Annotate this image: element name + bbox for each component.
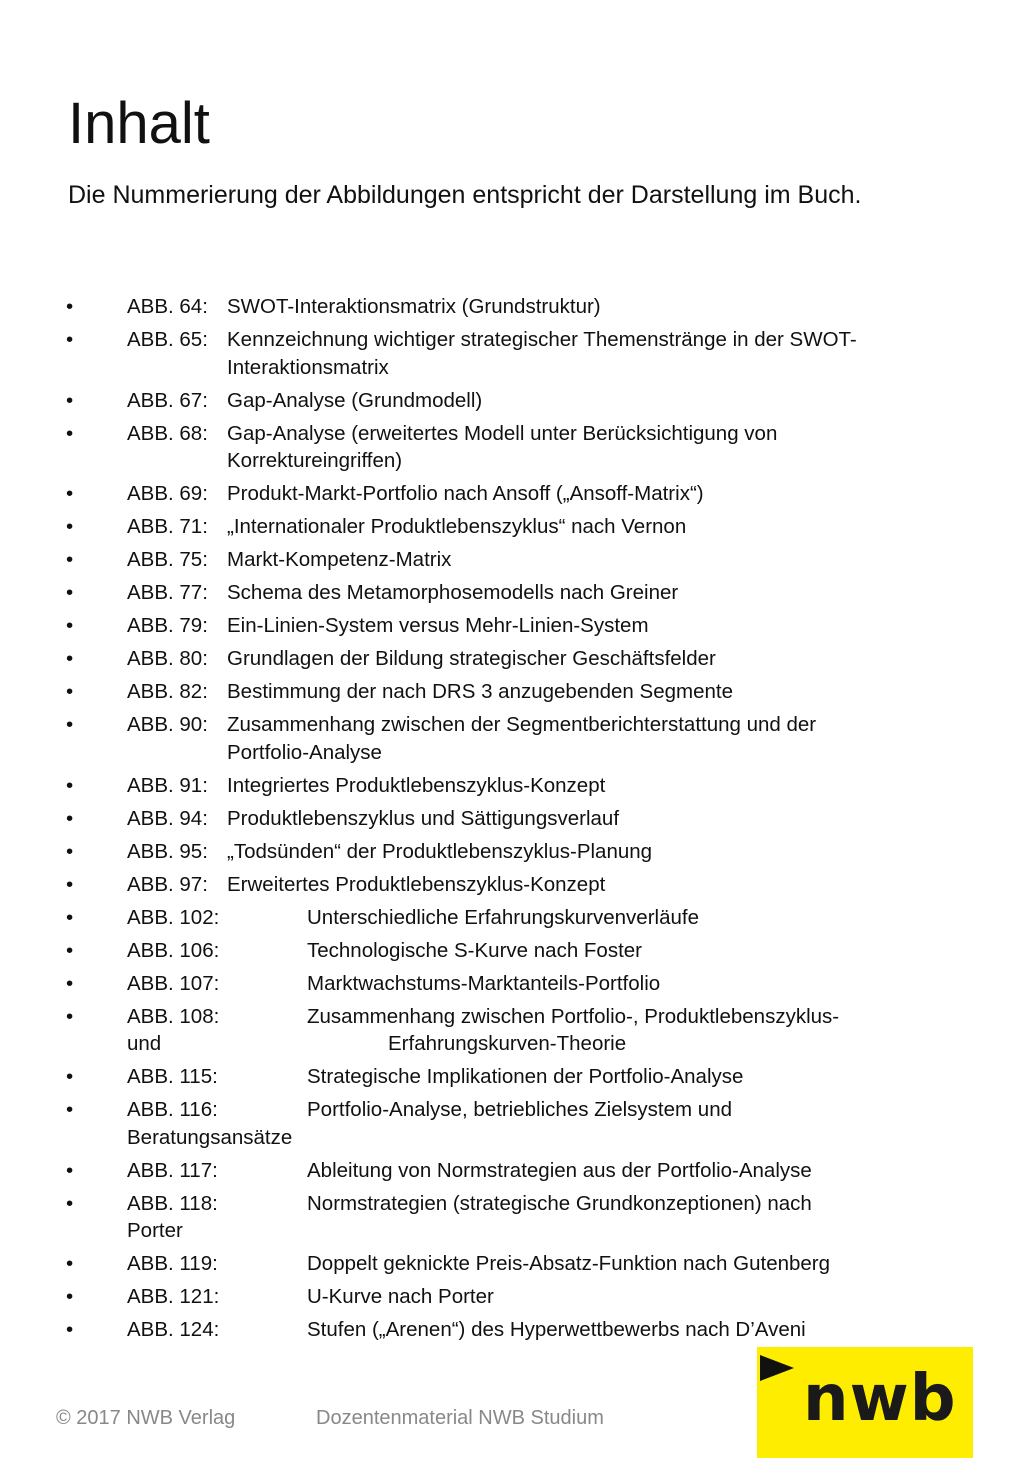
figure-number: ABB. 116:: [127, 1098, 218, 1121]
figure-title: Stufen („Arenen“) des Hyperwettbewerbs nach D’Aveni: [307, 1318, 806, 1341]
figure-number: ABB. 65:: [127, 328, 208, 351]
bullet: •: [66, 515, 74, 538]
figure-number: ABB. 108:: [127, 1004, 220, 1028]
bullet: •: [66, 905, 74, 929]
bullet: •: [66, 548, 74, 571]
figure-title: Strategische Implikationen der Portfolio-Analyse: [307, 1065, 744, 1088]
figure-title: U-Kurve nach Porter: [307, 1285, 494, 1308]
figure-title: Unterschiedliche Erfahrungskurvenverläufe: [307, 905, 699, 929]
figure-number: ABB. 124:: [127, 1318, 220, 1341]
bullet: •: [66, 1285, 74, 1308]
list-item: [66, 711, 946, 766]
page-title: Inhalt: [68, 91, 210, 156]
figure-title: Zusammenhang zwischen Portfolio-, Produktlebenszyklus-: [307, 1004, 840, 1028]
logo-flag-icon: [760, 1355, 794, 1381]
list-item: [66, 1063, 946, 1091]
figure-title: Gap-Analyse (Grundmodell): [227, 388, 483, 412]
figure-title: Integriertes Produktlebenszyklus-Konzept: [227, 773, 606, 797]
bullet: •: [66, 614, 74, 637]
list-item: [66, 1096, 946, 1151]
figure-number: ABB. 69:: [127, 482, 208, 505]
list-item: [66, 772, 946, 800]
list-item: [66, 546, 946, 574]
list-item: [66, 480, 946, 508]
figure-title: Grundlagen der Bildung strategischer Geschäftsfelder: [227, 647, 716, 670]
list-item: [66, 1316, 946, 1344]
bullet: •: [66, 1004, 74, 1028]
figure-title: Marktwachstums-Marktanteils-Portfolio: [307, 971, 661, 995]
list-item: [66, 1283, 946, 1311]
figure-title: „Todsünden“ der Produktlebenszyklus-Planung: [227, 839, 653, 863]
figure-number: ABB. 118:: [127, 1191, 218, 1215]
bullet: •: [66, 388, 74, 412]
figure-title: Kennzeichnung wichtiger strategischer Themenstränge in der SWOT-: [227, 328, 857, 351]
list-item: [66, 838, 946, 866]
bullet: •: [66, 328, 74, 351]
figure-number: ABB. 107:: [127, 971, 220, 995]
figure-title: Korrektureingriffen): [227, 449, 403, 472]
figure-number: ABB. 75:: [127, 548, 208, 571]
figure-number: ABB. 90:: [127, 713, 208, 736]
list-item: [66, 1003, 946, 1058]
nwb-logo: [757, 1347, 973, 1458]
continuation-prefix: und: [127, 1032, 162, 1055]
figure-number: ABB. 64:: [127, 295, 208, 318]
figure-title: Portfolio-Analyse: [227, 740, 382, 764]
page-subtitle: Die Nummerierung der Abbildungen entspricht der Darstellung im Buch.: [68, 181, 862, 209]
bullet: •: [66, 1191, 74, 1215]
list-item: [66, 805, 946, 833]
figure-number: ABB. 79:: [127, 614, 208, 637]
continuation-line: [127, 1030, 946, 1058]
figure-title: Ableitung von Normstrategien aus der Portfolio-Analyse: [307, 1158, 812, 1182]
list-item: [66, 1250, 946, 1278]
figure-title: Portfolio-Analyse, betriebliches Zielsystem und: [307, 1098, 732, 1121]
bullet: •: [66, 872, 74, 896]
figure-number: ABB. 68:: [127, 421, 208, 445]
logo-wordmark: nwb: [803, 1362, 957, 1436]
figure-number: ABB. 117:: [127, 1158, 218, 1182]
figure-title: Gap-Analyse (erweitertes Modell unter Berücksichtigung von: [227, 421, 778, 445]
figure-title: Erweitertes Produktlebenszyklus-Konzept: [227, 872, 606, 896]
figure-number: ABB. 102:: [127, 905, 220, 929]
list-item: [66, 513, 946, 541]
list-item: [66, 1190, 946, 1245]
figure-number: ABB. 94:: [127, 806, 208, 830]
list-item: [66, 904, 946, 932]
bullet: •: [66, 839, 74, 863]
footer-material: Dozentenmaterial NWB Studium: [316, 1407, 604, 1429]
bullet: •: [66, 1065, 74, 1088]
figure-title: „Internationaler Produktlebenszyklus“ nach Vernon: [227, 515, 687, 538]
bullet: •: [66, 581, 74, 604]
continuation-text: Erfahrungskurven-Theorie: [388, 1032, 627, 1055]
bullet: •: [66, 680, 74, 703]
list-item: [66, 420, 946, 475]
figure-title: Produkt-Markt-Portfolio nach Ansoff („Ansoff-Matrix“): [227, 482, 704, 505]
list-item: [66, 579, 946, 607]
figure-title: Schema des Metamorphosemodells nach Greiner: [227, 581, 679, 604]
figure-number: ABB. 95:: [127, 839, 208, 863]
list-item: [66, 645, 946, 673]
continuation-line: Porter: [127, 1219, 183, 1242]
bullet: •: [66, 482, 74, 505]
figure-title: Bestimmung der nach DRS 3 anzugebenden Segmente: [227, 680, 733, 703]
bullet: •: [66, 713, 74, 736]
figure-number: ABB. 71:: [127, 515, 208, 538]
continuation-line: Beratungsansätze: [127, 1125, 293, 1149]
figure-title: Technologische S-Kurve nach Foster: [307, 938, 643, 962]
figure-title: Zusammenhang zwischen der Segmentberichterstattung und der: [227, 713, 817, 736]
list-item: [66, 326, 946, 381]
figure-list: [66, 293, 946, 1349]
footer-copyright: © 2017 NWB Verlag: [56, 1407, 236, 1429]
list-item: [66, 937, 946, 965]
bullet: •: [66, 806, 74, 830]
list-item: [66, 871, 946, 899]
figure-title: SWOT-Interaktionsmatrix (Grundstruktur): [227, 295, 601, 318]
bullet: •: [66, 1158, 74, 1182]
figure-number: ABB. 115:: [127, 1065, 218, 1088]
list-item: [66, 612, 946, 640]
figure-number: ABB. 80:: [127, 647, 208, 670]
bullet: •: [66, 295, 74, 318]
list-item: [66, 387, 946, 415]
bullet: •: [66, 647, 74, 670]
figure-number: ABB. 67:: [127, 388, 208, 412]
bullet: •: [66, 421, 74, 445]
list-item: [66, 678, 946, 706]
figure-number: ABB. 119:: [127, 1252, 218, 1275]
bullet: •: [66, 971, 74, 995]
figure-title: Markt-Kompetenz-Matrix: [227, 548, 452, 571]
figure-number: ABB. 91:: [127, 773, 208, 797]
bullet: •: [66, 1252, 74, 1275]
figure-title: Doppelt geknickte Preis-Absatz-Funktion nach Gutenberg: [307, 1252, 831, 1275]
figure-number: ABB. 97:: [127, 872, 208, 896]
bullet: •: [66, 773, 74, 797]
list-item: [66, 970, 946, 998]
figure-title: Produktlebenszyklus und Sättigungsverlauf: [227, 806, 620, 830]
bullet: •: [66, 938, 74, 962]
bullet: •: [66, 1318, 74, 1341]
figure-number: ABB. 121:: [127, 1285, 220, 1308]
list-item: [66, 293, 946, 321]
figure-number: ABB. 106:: [127, 938, 220, 962]
bullet: •: [66, 1098, 74, 1121]
figure-number: ABB. 82:: [127, 680, 208, 703]
list-item: [66, 1157, 946, 1185]
figure-title: Normstrategien (strategische Grundkonzeptionen) nach: [307, 1191, 812, 1215]
figure-number: ABB. 77:: [127, 581, 208, 604]
figure-title: Interaktionsmatrix: [227, 355, 389, 379]
figure-title: Ein-Linien-System versus Mehr-Linien-System: [227, 614, 649, 637]
